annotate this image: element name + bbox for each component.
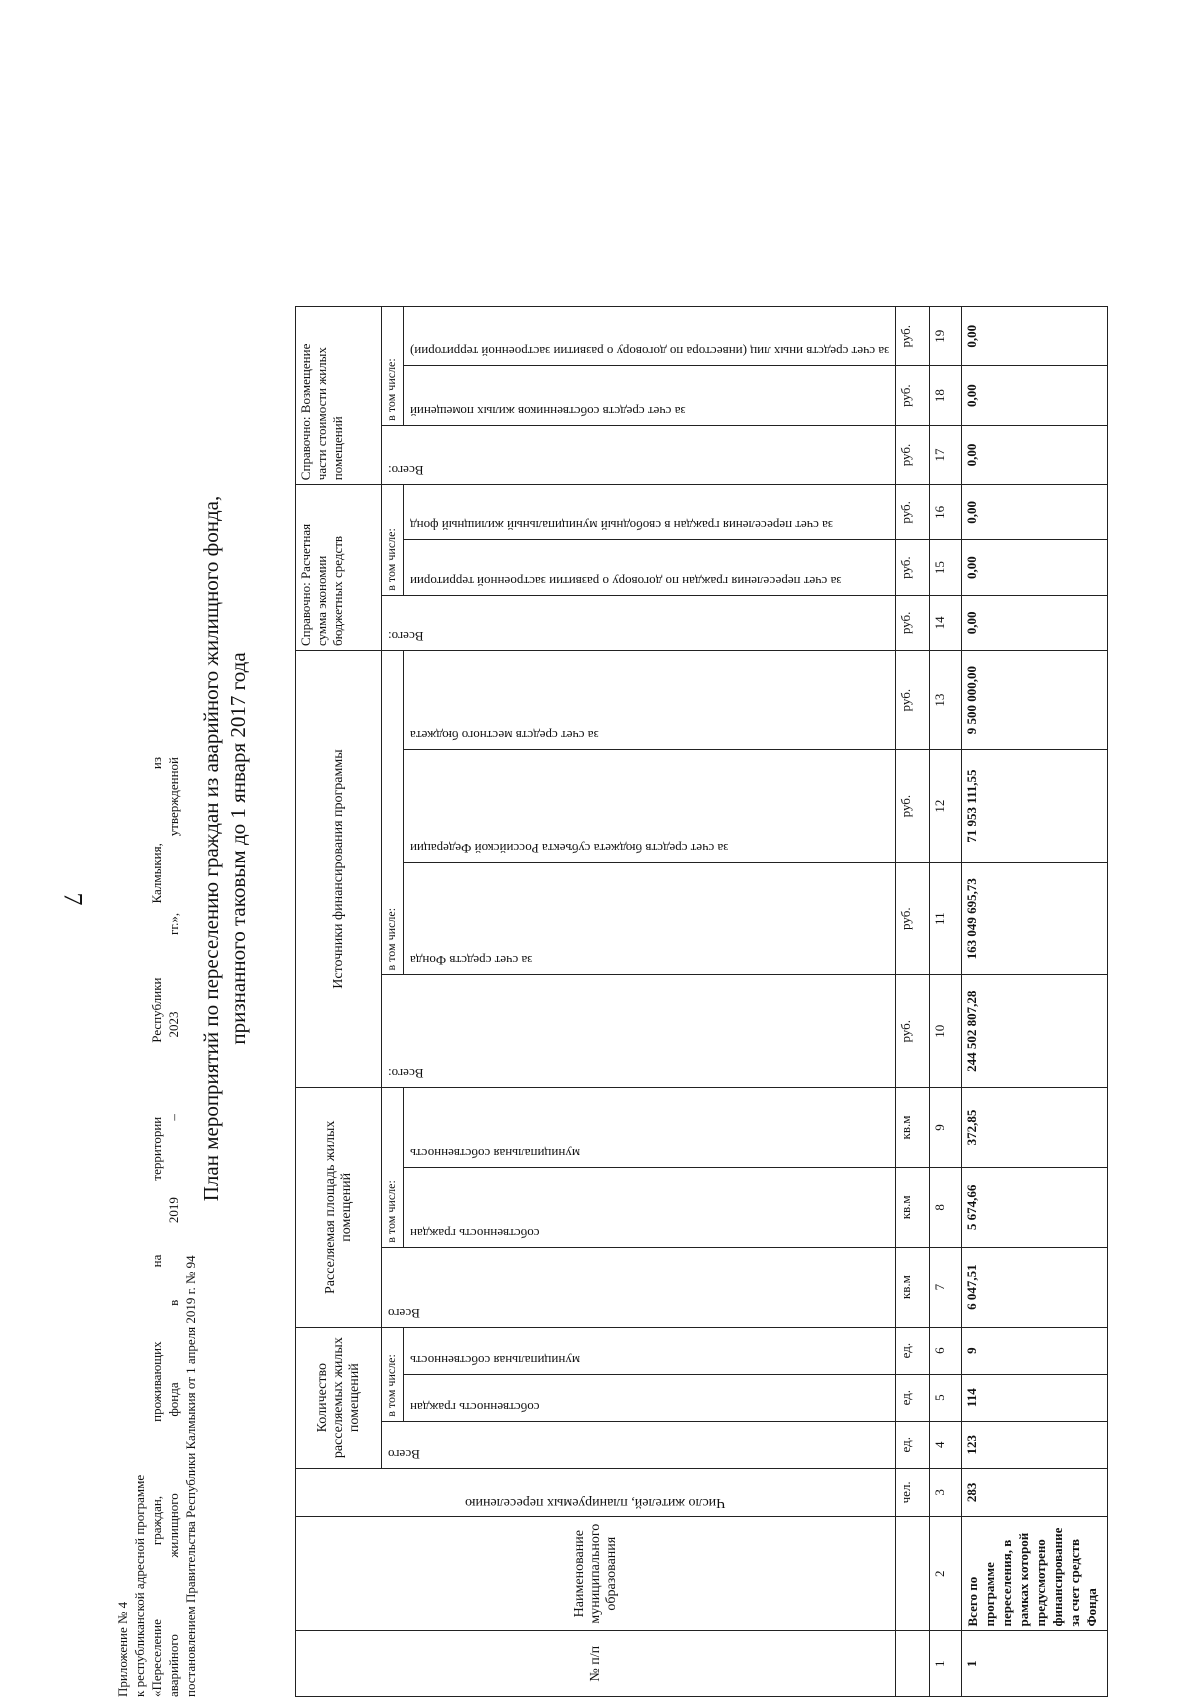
row-fin-local: 9 500 000,00: [962, 651, 1108, 750]
unit-cell: руб.: [896, 595, 930, 650]
unit-cell: руб.: [896, 307, 930, 366]
page-number: 7: [58, 892, 88, 906]
column-number: 5: [930, 1374, 962, 1421]
header-area-group: Расселяемая площадь жилых помещений: [296, 1088, 382, 1328]
column-number: 14: [930, 595, 962, 650]
header-compensation-group: Справочно: Возмещение части стоимости жилых помещений: [296, 307, 382, 485]
appendix-line-3: «Переселение граждан, проживающих на территории Республики Калмыкия, из: [149, 757, 164, 1697]
column-number: 11: [930, 862, 962, 975]
header-econ-free: за счет переселения граждан в свободный муниципальный жилищный фонд: [410, 518, 833, 534]
column-number: 6: [930, 1327, 962, 1374]
header-fin-group: Источники финансирования программы: [296, 651, 382, 1088]
row-econ-dogovor: 0,00: [962, 540, 1108, 595]
unit-cell: руб.: [896, 750, 930, 863]
resettlement-plan-table: [295, 306, 1108, 1697]
unit-cell: кв.м: [896, 1167, 930, 1247]
column-number: 8: [930, 1167, 962, 1247]
column-number: 16: [930, 485, 962, 540]
column-number: 10: [930, 975, 962, 1088]
appendix-line-2: к республиканской адресной программе: [132, 1474, 147, 1697]
header-qty-group: Количество расселяемых жилых помещений: [296, 1327, 382, 1468]
column-number: 9: [930, 1088, 962, 1168]
row-area-total: 6 047,51: [962, 1247, 1108, 1327]
header-qty-incl: в том числе:: [382, 1327, 404, 1421]
row-area-municipal: 372,85: [962, 1088, 1108, 1168]
header-economy-group: Справочно: Расчетная сумма экономии бюджетных средств: [296, 485, 382, 651]
header-econ-total: Всего:: [388, 629, 424, 645]
unit-cell: руб.: [896, 425, 930, 484]
row-fin-total: 244 502 807,28: [962, 975, 1108, 1088]
appendix-line-5: постановлением Правительства Республики Калмыкия от 1 апреля 2019 г. № 94: [183, 1255, 198, 1697]
header-fin-incl: в том числе:: [382, 651, 404, 975]
column-number: 15: [930, 540, 962, 595]
header-fin-subject: за счет средств бюджета субъекта Российской Федерации: [410, 840, 729, 856]
header-area-municipal: муниципальная собственность: [410, 1145, 581, 1161]
plan-title: [198, 0, 252, 1697]
column-number: 13: [930, 651, 962, 750]
row-econ-free: 0,00: [962, 485, 1108, 540]
row-name: Всего по программе переселения, в рамках которой предусмотрено финансирование за счет средств Фонда: [962, 1516, 1108, 1631]
row-comp-total: 0,00: [962, 425, 1108, 484]
header-comp-incl: в том числе:: [382, 307, 404, 426]
appendix-line-1: Приложение № 4: [115, 1601, 130, 1697]
header-econ-incl: в том числе:: [382, 485, 404, 596]
unit-cell: руб.: [896, 651, 930, 750]
unit-cell: ед.: [896, 1421, 930, 1468]
row-fin-subject: 71 953 111,55: [962, 750, 1108, 863]
column-number: 17: [930, 425, 962, 484]
header-qty-municipal: муниципальная собственность: [410, 1352, 581, 1368]
unit-cell: ед.: [896, 1327, 930, 1374]
unit-cell: кв.м: [896, 1088, 930, 1168]
header-fin-fund: за счет средств Фонда: [410, 953, 533, 969]
appendix-header: [114, 757, 199, 1697]
appendix-line-4: аварийного жилищного фонда в 2019 – 2023 гг.», утвержденной: [166, 757, 181, 1697]
row-num: 1: [962, 1631, 1108, 1697]
unit-cell: кв.м: [896, 1247, 930, 1327]
header-fin-local: за счет средств местного бюджета: [410, 728, 599, 744]
column-number: 1: [930, 1631, 962, 1697]
row-residents: 283: [962, 1468, 1108, 1516]
row-qty-total: 123: [962, 1421, 1108, 1468]
header-residents: Число жителей, планируемых переселению: [465, 1494, 726, 1510]
unit-cell: ед.: [896, 1374, 930, 1421]
header-qty-total: Всего: [388, 1446, 420, 1462]
unit-cell: руб.: [896, 485, 930, 540]
header-area-own: собственность граждан: [410, 1225, 540, 1241]
unit-cell: руб.: [896, 366, 930, 425]
column-number: 2: [930, 1516, 962, 1631]
column-number: 19: [930, 307, 962, 366]
row-fin-fund: 163 049 695,73: [962, 862, 1108, 975]
header-fin-total: Всего:: [388, 1066, 424, 1082]
header-comp-investor: за счет средств иных лиц (инвестора по договору о развитии застроенной территории): [410, 344, 890, 360]
row-econ-total: 0,00: [962, 595, 1108, 650]
row-area-own: 5 674,66: [962, 1167, 1108, 1247]
plan-title-line-2: признанного таковым до 1 января 2017 года: [226, 652, 250, 1045]
column-number: 7: [930, 1247, 962, 1327]
plan-title-line-1: План мероприятий по переселению граждан из аварийного жилищного фонда,: [199, 495, 223, 1202]
header-comp-total: Всего:: [388, 463, 424, 479]
column-number: 4: [930, 1421, 962, 1468]
column-number: 3: [930, 1468, 962, 1516]
row-qty-municipal: 9: [962, 1327, 1108, 1374]
unit-cell: руб.: [896, 862, 930, 975]
unit-cell: [896, 1631, 930, 1697]
header-area-incl: в том числе:: [382, 1088, 404, 1248]
header-num: № п/п: [296, 1631, 896, 1697]
row-qty-own: 114: [962, 1374, 1108, 1421]
column-number: 18: [930, 366, 962, 425]
row-comp-investor: 0,00: [962, 307, 1108, 366]
unit-cell: чел.: [896, 1468, 930, 1516]
header-area-total: Всего: [388, 1305, 420, 1321]
row-comp-owners: 0,00: [962, 366, 1108, 425]
header-comp-owners: за счет средств собственников жилых помещений: [410, 403, 686, 419]
unit-cell: руб.: [896, 540, 930, 595]
unit-cell: руб.: [896, 975, 930, 1088]
unit-cell: [896, 1516, 930, 1631]
column-number: 12: [930, 750, 962, 863]
header-econ-dogovor: за счет переселения граждан по договору о развитии застроенной территории: [410, 573, 842, 589]
header-qty-own: собственность граждан: [410, 1399, 540, 1415]
table-row: [962, 307, 1108, 1697]
header-municipality: Наименование муниципального образования: [296, 1516, 896, 1631]
